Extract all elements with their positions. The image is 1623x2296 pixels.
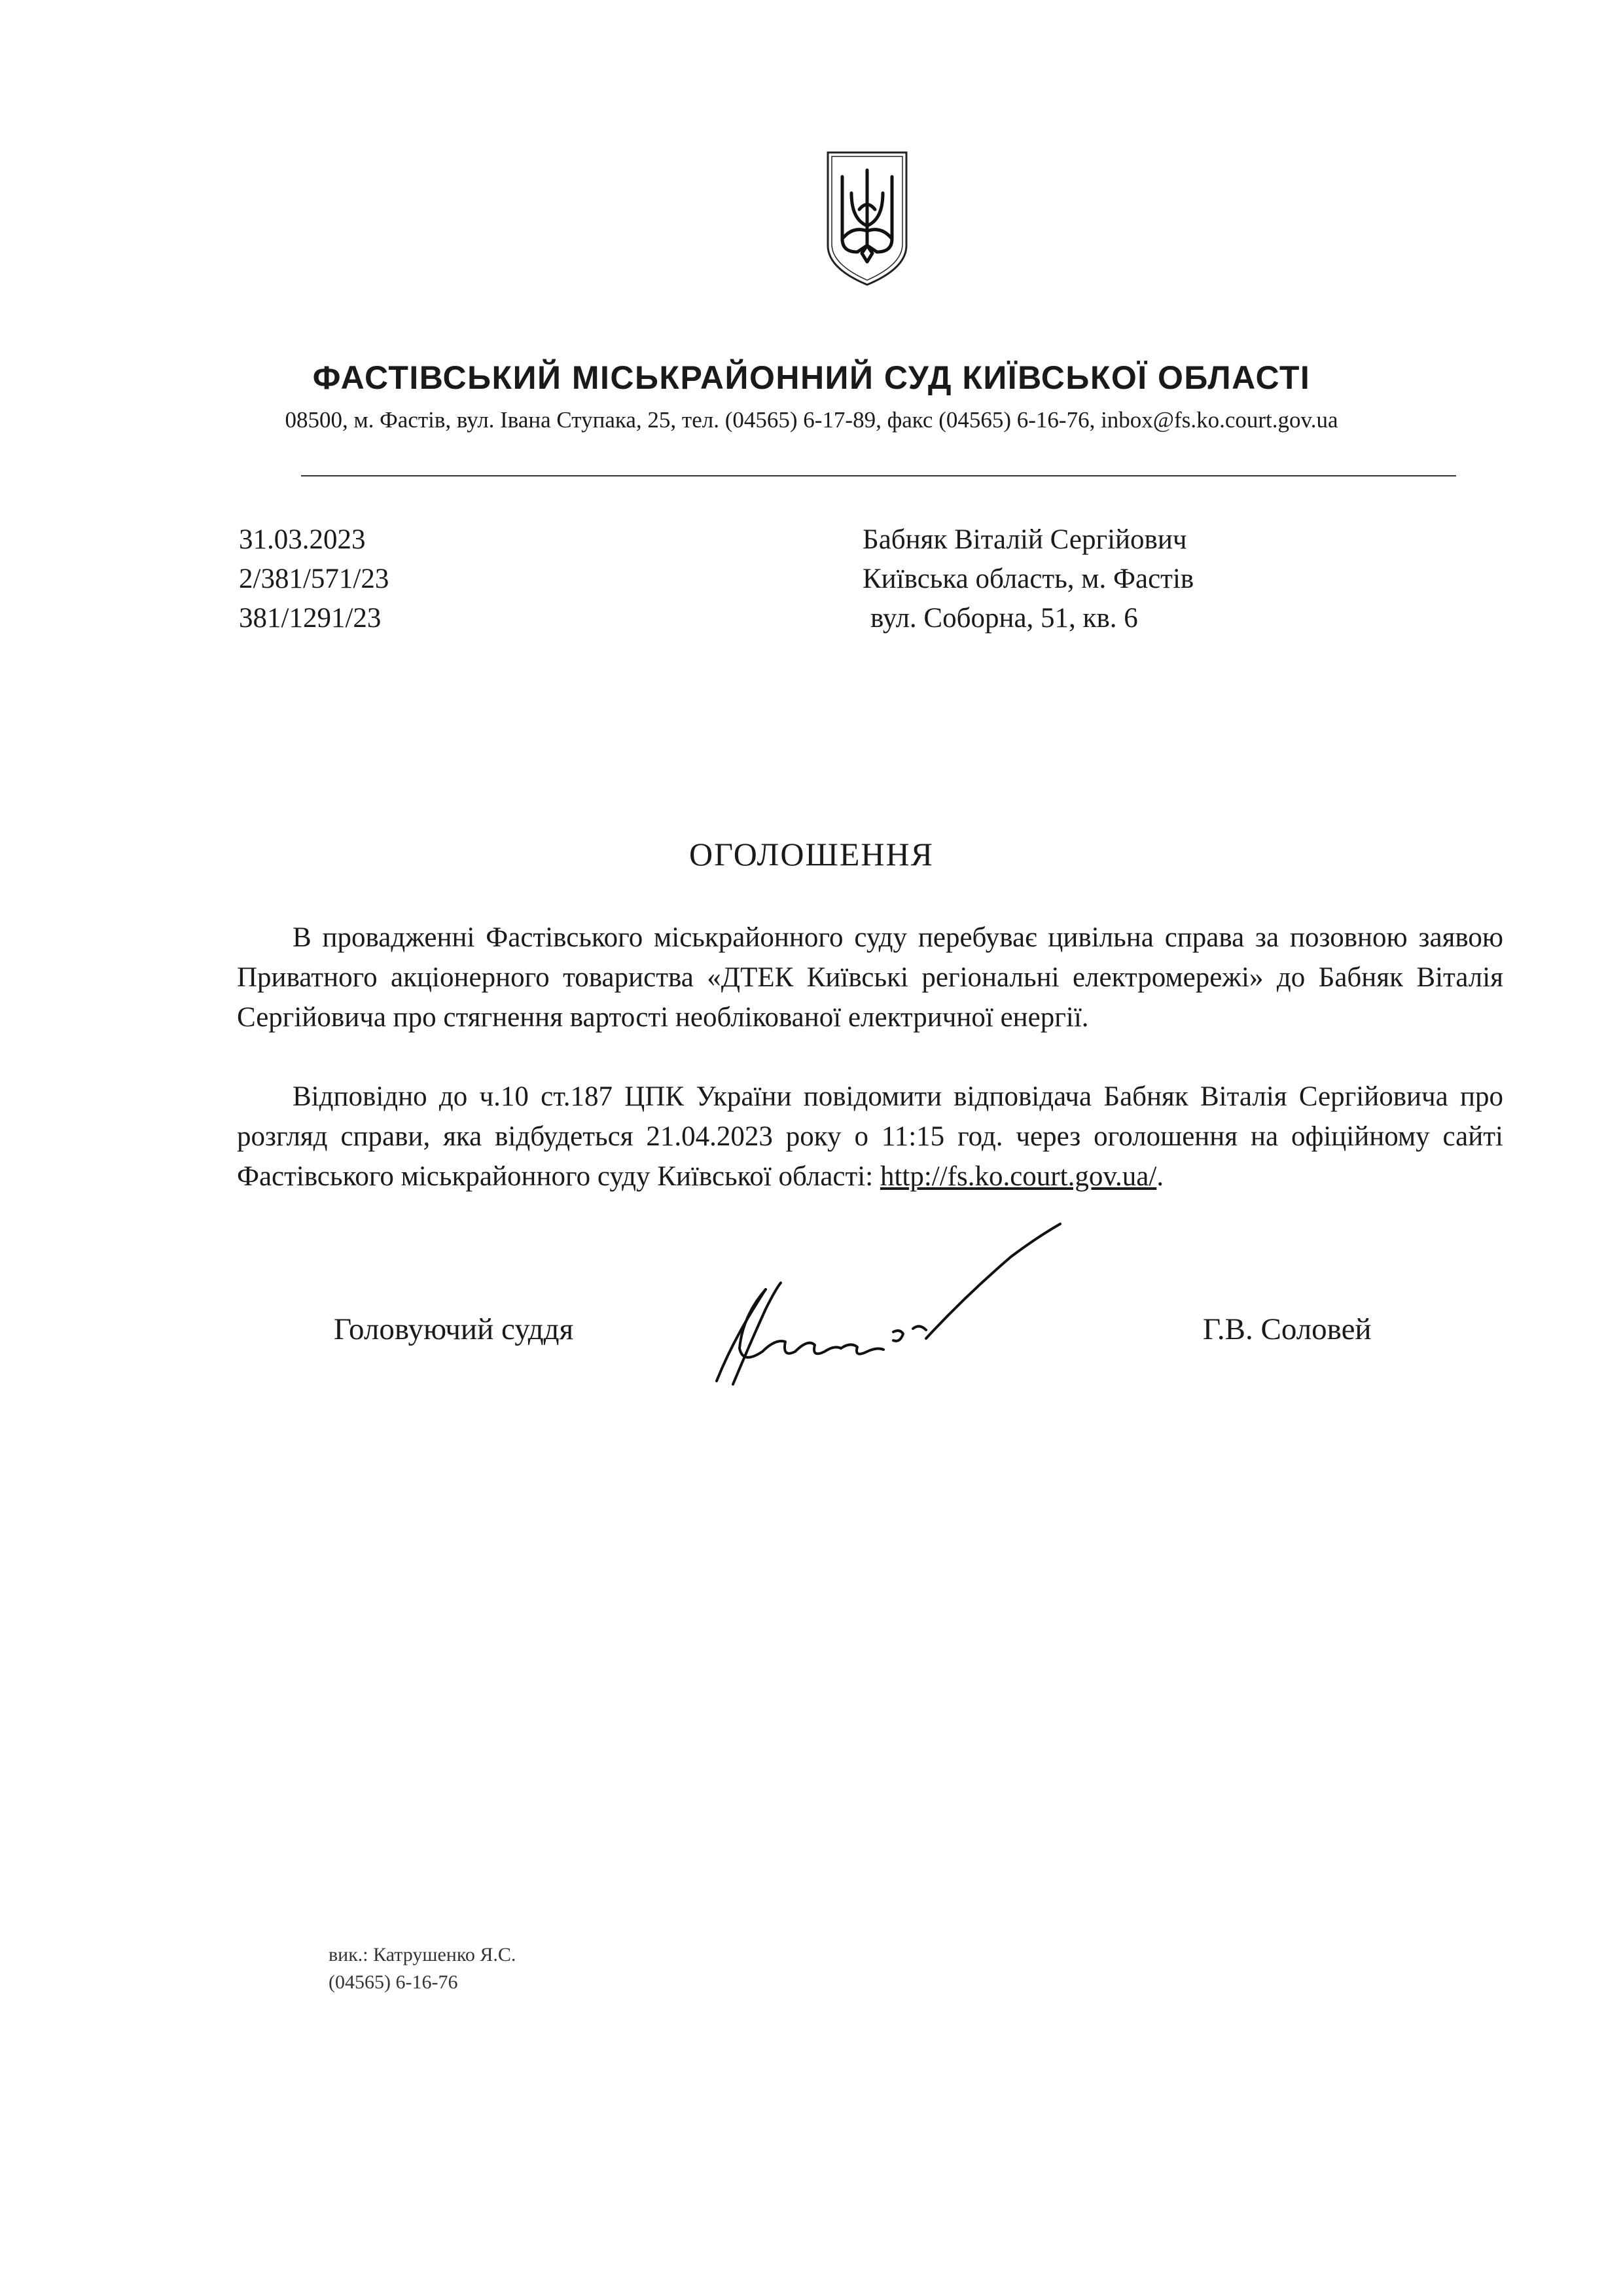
body-paragraph-2 [237,1077,1503,1196]
addressee-name: Бабняк Віталій Сергійович [863,524,1187,555]
judge-title: Головуючий суддя [334,1312,574,1346]
case-number: 2/381/571/23 [239,564,389,594]
court-contacts-line: 08500, м. Фастів, вул. Івана Ступака, 25, тел. (04565) 6-17-89, факс (04565) 6-16-76, inbox@fs.ko.court.gov.ua [285,407,1338,433]
court-name-heading: ФАСТІВСЬКИЙ МІСЬКРАЙОННИЙ СУД КИЇВСЬКОЇ ОБЛАСТІ [312,359,1311,396]
judge-signature-icon [704,1217,1070,1394]
trailing-period: . [1156,1161,1164,1192]
judge-name: Г.В. Соловей [1203,1312,1372,1346]
executor-phone: (04565) 6-16-76 [329,1971,458,1993]
addressee-street: вул. Соборна, 51, кв. 6 [870,603,1138,634]
document-date: 31.03.2023 [239,524,366,555]
executor-name: вик.: Катрушенко Я.С. [329,1944,516,1965]
court-site-link[interactable]: http://fs.ko.court.gov.ua/ [880,1161,1157,1192]
header-divider [301,475,1456,476]
body-paragraph-1: В провадженні Фастівського міськрайонного суду перебуває цивільна справа за позовною заявою Приватного акціонерного товариства «ДТЕК Київські регіональні електромережі» до Бабняк Віталія Сергійовича про стягнення вартості необлікованої електричної енергії. [237,922,1503,1033]
coat-of-arms-icon [821,147,913,288]
proceeding-number: 381/1291/23 [239,603,382,634]
addressee-region-city: Київська область, м. Фастів [863,564,1194,594]
document-title: ОГОЛОШЕННЯ [689,836,934,872]
body-paragraph-2-text: Відповідно до ч.10 ст.187 ЦПК України повідомити відповідача Бабняк Віталія Сергійовича про розгляд справи, яка відбудеться 21.04.2023 року о 11:15 год. через оголошення на офіційному сайті Фастівського міськрайонного суду Київської області: [237,1081,1503,1192]
